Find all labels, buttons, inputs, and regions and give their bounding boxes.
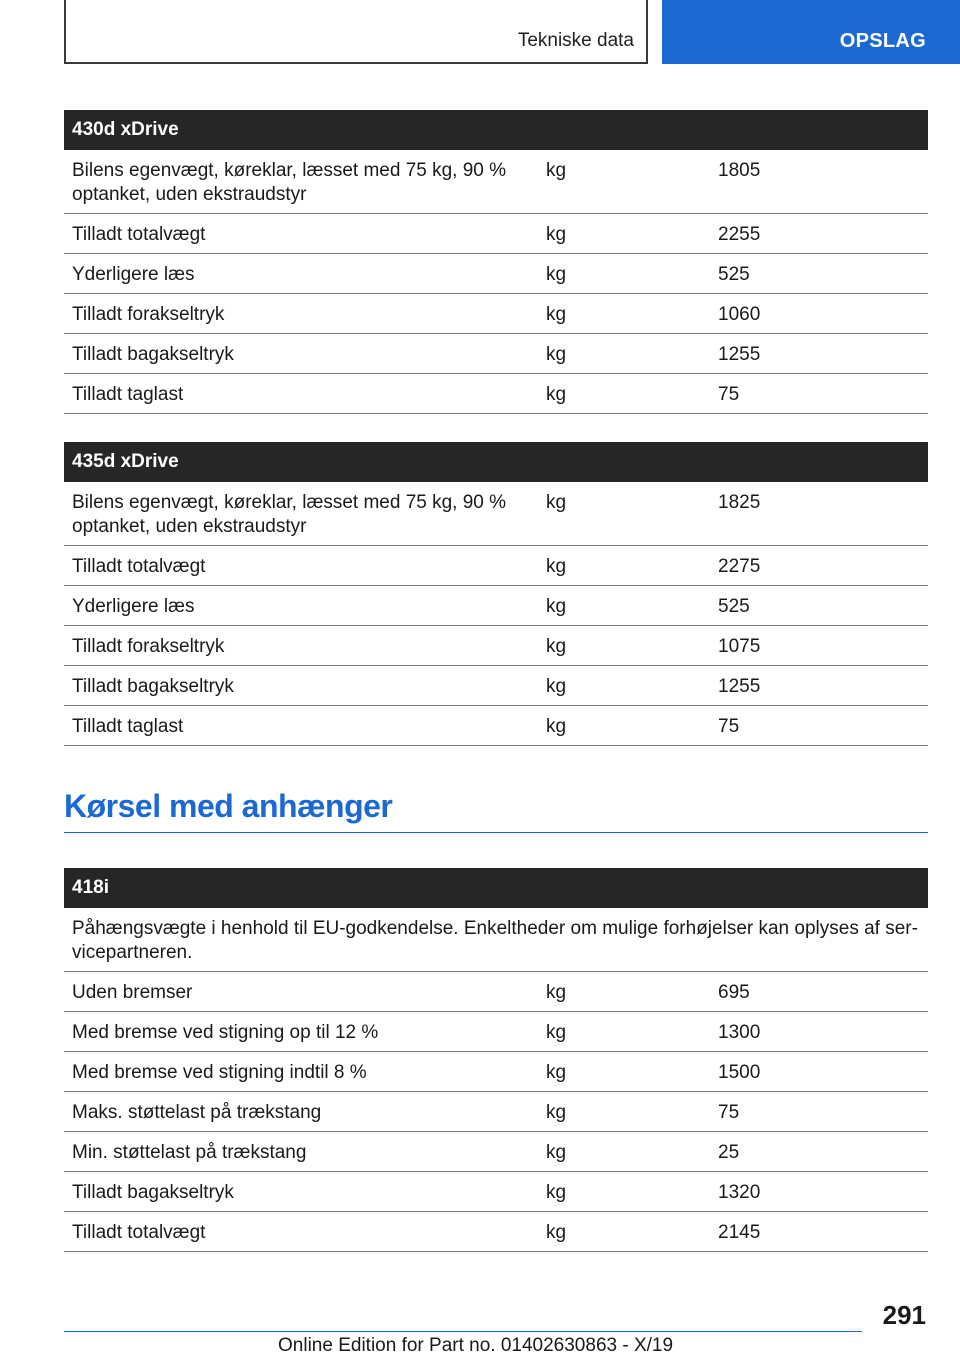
table-title: 418i (64, 868, 928, 908)
row-label: Maks. støttelast på trækstang (72, 1102, 322, 1123)
row-unit: kg (546, 264, 567, 285)
row-value: 75 (718, 716, 740, 737)
table-row (64, 586, 928, 626)
row-value: 1300 (718, 1022, 761, 1043)
row-value: 695 (718, 982, 750, 1003)
row-unit: kg (546, 1182, 567, 1203)
table-row (64, 1012, 928, 1052)
section-title: Kørsel med anhænger (64, 788, 393, 824)
row-label: Med bremse ved stigning op til 12 % (72, 1022, 379, 1043)
row-label: Tilladt totalvægt (72, 1222, 206, 1243)
row-label: Bilens egenvægt, køreklar, læsset med 75 kg, 90 % optanket, uden ekstraudstyr (72, 160, 507, 205)
row-unit: kg (546, 304, 567, 325)
table-row (64, 254, 928, 294)
row-unit: kg (546, 1142, 567, 1163)
table-row (64, 546, 928, 586)
row-unit: kg (546, 636, 567, 657)
page-number: 291 (882, 1300, 926, 1330)
table-title: 435d xDrive (64, 442, 928, 482)
row-label: Yderligere læs (72, 264, 195, 285)
table-row (64, 374, 928, 414)
row-value: 2275 (718, 556, 761, 577)
row-value: 75 (718, 384, 740, 405)
table-row (64, 1172, 928, 1212)
table-row (64, 482, 928, 546)
table-row (64, 150, 928, 214)
row-value: 1060 (718, 304, 761, 325)
row-value: 525 (718, 596, 750, 617)
row-unit: kg (546, 1022, 567, 1043)
table-note: Påhængsvægte i henhold til EU-godkendelse. Enkeltheder om mulige forhøjelser kan oplyses af ser-vicepartneren. (72, 918, 918, 963)
table-note-row (64, 908, 928, 972)
row-unit: kg (546, 676, 567, 697)
header-section-box (64, 0, 648, 64)
row-unit: kg (546, 160, 567, 181)
table-row (64, 1132, 928, 1172)
header-tab-opslag[interactable] (662, 0, 960, 64)
row-unit: kg (546, 596, 567, 617)
row-label: Yderligere læs (72, 596, 195, 617)
table-row (64, 972, 928, 1012)
table-row (64, 1212, 928, 1252)
table-430d-xdrive (64, 110, 928, 414)
row-value: 1255 (718, 676, 761, 697)
row-value: 2145 (718, 1222, 761, 1243)
row-value: 1255 (718, 344, 761, 365)
row-label: Uden bremser (72, 982, 193, 1003)
row-label: Bilens egenvægt, køreklar, læsset med 75 kg, 90 % optanket, uden ekstraudstyr (72, 492, 507, 537)
row-label: Tilladt taglast (72, 384, 184, 405)
table-row (64, 626, 928, 666)
row-label: Tilladt taglast (72, 716, 184, 737)
header-tab-label: OPSLAG (839, 30, 926, 52)
table-row (64, 706, 928, 746)
row-unit: kg (546, 982, 567, 1003)
row-label: Tilladt bagakseltryk (72, 344, 234, 365)
table-row (64, 666, 928, 706)
row-value: 1075 (718, 636, 761, 657)
row-unit: kg (546, 1102, 567, 1123)
row-label: Med bremse ved stigning indtil 8 % (72, 1062, 367, 1083)
row-unit: kg (546, 716, 567, 737)
row-unit: kg (546, 556, 567, 577)
header-section-title: Tekniske data (517, 30, 634, 51)
table-row (64, 214, 928, 254)
table-row (64, 1052, 928, 1092)
row-value: 1500 (718, 1062, 761, 1083)
row-value: 525 (718, 264, 750, 285)
row-value: 25 (718, 1142, 740, 1163)
table-row (64, 294, 928, 334)
footer-edition: Online Edition for Part no. 01402630863 - X/19 (278, 1335, 674, 1356)
row-unit: kg (546, 384, 567, 405)
row-label: Tilladt forakseltryk (72, 304, 225, 325)
row-label: Tilladt bagakseltryk (72, 1182, 234, 1203)
section-rule (64, 832, 928, 833)
row-value: 1825 (718, 492, 761, 513)
table-418i-trailer (64, 868, 928, 1252)
row-label: Tilladt totalvægt (72, 224, 206, 245)
row-label: Min. støttelast på trækstang (72, 1142, 307, 1163)
row-label: Tilladt totalvægt (72, 556, 206, 577)
row-value: 2255 (718, 224, 761, 245)
table-title: 430d xDrive (64, 110, 928, 150)
table-row (64, 1092, 928, 1132)
row-value: 75 (718, 1102, 740, 1123)
row-value: 1805 (718, 160, 761, 181)
row-label: Tilladt bagakseltryk (72, 676, 234, 697)
row-unit: kg (546, 344, 567, 365)
footer-rule (64, 1331, 862, 1332)
table-row (64, 334, 928, 374)
row-unit: kg (546, 224, 567, 245)
row-unit: kg (546, 492, 567, 513)
row-unit: kg (546, 1062, 567, 1083)
table-435d-xdrive (64, 442, 928, 746)
row-label: Tilladt forakseltryk (72, 636, 225, 657)
row-unit: kg (546, 1222, 567, 1243)
row-value: 1320 (718, 1182, 761, 1203)
